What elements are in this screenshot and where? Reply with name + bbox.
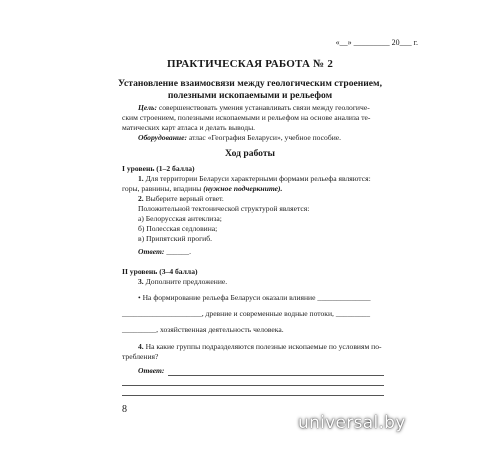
question-3-text: Дополните предложение. <box>145 277 228 286</box>
question-3-line <box>138 277 227 287</box>
section-heading: Ход работы <box>224 148 276 159</box>
question-4-line-1 <box>138 342 382 352</box>
question-4-line-2: требления? <box>122 352 159 361</box>
question-2-text: Выберите верный ответ. <box>145 194 224 203</box>
question-2-line <box>138 194 224 204</box>
goal-label: Цель: <box>138 103 157 112</box>
page-number: 8 <box>122 404 127 415</box>
page-subtitle <box>95 78 405 102</box>
level1-answer-label: Ответ: <box>138 247 165 256</box>
question-2-option-b: б) Полесская седловина; <box>138 224 218 233</box>
level2-answer-label-text: Ответ: <box>138 366 165 375</box>
question-1-number: 1. <box>138 174 144 183</box>
page-title: ПРАКТИЧЕСКАЯ РАБОТА № 2 <box>166 58 334 70</box>
goal-paragraph-line-1 <box>138 103 370 113</box>
goal-text-3: матических карт атласа и делать выводы. <box>122 123 256 132</box>
question-4-number: 4. <box>138 342 144 351</box>
level2-answer-label <box>138 366 164 376</box>
question-2-prompt: Положительной тектонической структурой является: <box>138 204 310 213</box>
equipment-label: Оборудование: <box>138 133 188 142</box>
fill-sentence-text-1: На формирование рельефа Беларуси оказали влияние ______________ <box>142 293 371 302</box>
goal-text-1: совершенствовать умения устанавливать связи между геологиче- <box>158 103 370 112</box>
question-1-line-1 <box>138 174 371 184</box>
question-4-text: На какие группы подразделяются полезные ископаемые по условиям по- <box>145 342 382 351</box>
level1-answer-line <box>138 247 191 257</box>
answer-line[interactable] <box>168 375 384 376</box>
question-2-option-c: в) Припятский прогиб. <box>138 234 213 243</box>
goal-text-2: ским строением, полезными ископаемыми и рельефом на основе анализа те- <box>122 113 371 122</box>
level1-answer-blank[interactable]: ______. <box>166 247 191 256</box>
question-1-line-2 <box>122 184 282 194</box>
date-line: «__» _________ 20___ г. <box>335 38 418 47</box>
equipment-line <box>138 133 341 143</box>
question-2-number: 2. <box>138 194 144 203</box>
question-1-text: Для территории Беларуси характерными формами рельефа являются: <box>145 174 371 183</box>
question-3-number: 3. <box>138 277 144 286</box>
level1-heading: I уровень (1–2 балла) <box>122 164 195 173</box>
equipment-text: атлас «География Беларуси», учебное пособие. <box>188 133 342 142</box>
fill-sentence-line-1[interactable] <box>138 293 371 303</box>
subtitle-line-1: Установление взаимосвязи между геологическим строением, <box>117 78 382 89</box>
subtitle-line-2: полезными ископаемыми и рельефом <box>167 90 333 101</box>
fill-sentence-line-3[interactable]: _________, хозяйственная деятельность человека. <box>122 325 284 334</box>
answer-line[interactable] <box>122 385 384 386</box>
answer-line[interactable] <box>122 395 384 396</box>
question-1-hint: (нужное подчеркните). <box>203 184 283 193</box>
question-1-options[interactable]: горы, равнины, впадины <box>122 184 202 193</box>
question-2-option-a: а) Белорусская антеклиза; <box>138 214 222 223</box>
watermark: universal.by <box>298 413 406 433</box>
bullet-icon: • <box>138 293 141 302</box>
level2-heading: II уровень (3–4 балла) <box>122 267 198 276</box>
fill-sentence-line-2[interactable]: _____________________, древние и современные водные потоки, _________ <box>122 309 371 318</box>
